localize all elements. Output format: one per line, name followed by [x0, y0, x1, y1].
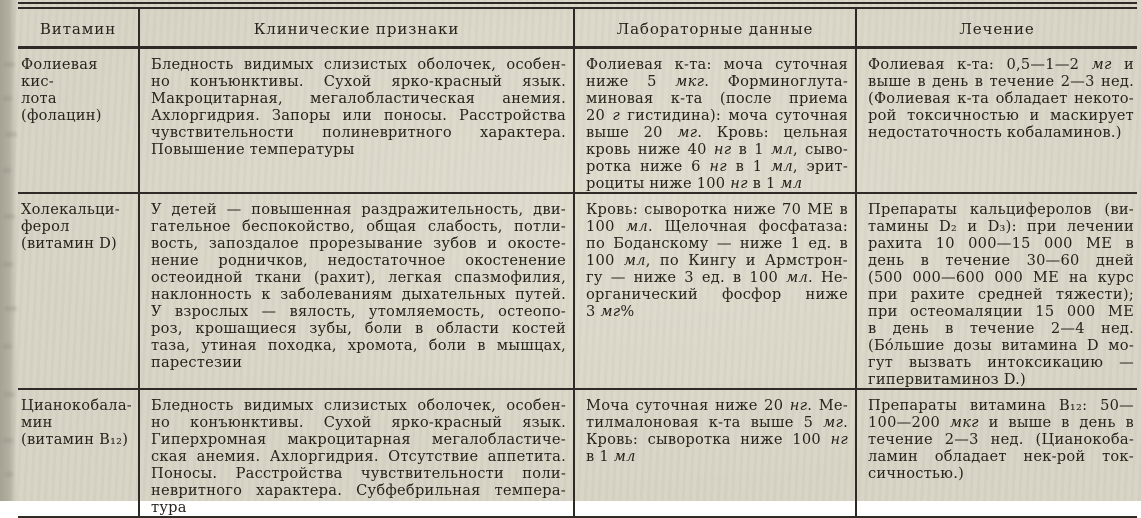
text-line: Поносы. Расстройства чувствительности поли-	[151, 465, 566, 482]
text-line: таза, утиная походка, хромота, боли в мышцах,	[151, 337, 566, 354]
table-header-row	[18, 9, 1137, 49]
text-line: роциты ниже 100 нг в 1 мл	[586, 175, 803, 192]
text-line: ниже 5 мкг. Форминоглута-	[586, 73, 849, 90]
text-line: нение родничков, недостаточное окостенение	[151, 252, 566, 269]
text-line: роз, крошащиеся зубы, боли в области костей	[151, 320, 566, 337]
text-line: остеоидной ткани (рахит), легкая спазмофилия,	[151, 269, 566, 286]
text-line: парестезии	[151, 354, 243, 371]
text-line: гипервитаминоз D.)	[868, 371, 1026, 388]
table-row	[18, 49, 1137, 192]
column-header-laboratory-data: Лабораторные данные	[575, 9, 857, 46]
text-line: невритного характера. Субфебрильная темпера-	[151, 482, 566, 499]
cell-vitamin	[18, 49, 140, 192]
column-header-treatment: Лечение	[959, 20, 1035, 38]
text-line: 100 мл, по Кингу и Армстрон-	[586, 252, 848, 269]
text-line: Кровь: сыворотка ниже 100 нг	[586, 431, 848, 448]
text-line: но конъюнктивы. Сухой ярко-красный язык.	[151, 414, 566, 431]
text-line: но конъюнктивы. Сухой ярко-красный язык.	[151, 73, 566, 90]
text-line: ротка ниже 6 нг в 1 мл, эрит-	[586, 158, 849, 175]
text-line: в день в течение 2—4 нед.	[868, 320, 1134, 337]
text-line: ламин обладает нек-рой ток-	[868, 448, 1134, 465]
text-line: в 1 мл	[586, 448, 636, 465]
text-line: гу — ниже 3 ед. в 100 мл. Не-	[586, 269, 848, 286]
text-line: рахита 10 000—15 000 МЕ в	[868, 235, 1134, 252]
text-line: Холекальци-	[21, 201, 120, 218]
text-line: Моча суточная ниже 20 нг. Ме-	[586, 397, 849, 414]
column-header-clinical-signs: Клинические признаки	[140, 9, 575, 46]
text-line: кровь ниже 40 нг в 1 мл, сыво-	[586, 141, 849, 158]
text-line: Кровь: сыворотка ниже 70 МЕ в	[586, 201, 848, 218]
text-line: выше 20 мг. Кровь: цельная	[586, 124, 849, 141]
text-line: (витамин D)	[21, 235, 117, 252]
text-line: чувствительности полиневритного характера.	[151, 124, 566, 141]
text-line: вость, запоздалое прорезывание зубов и окосте-	[151, 235, 566, 252]
text-line: мин	[21, 414, 53, 431]
text-line: Бледность видимых слизистых оболочек, особен-	[151, 56, 566, 73]
text-line: Фолиевая к-та: 0,5—1—2 мг и	[868, 56, 1134, 73]
cell-treatment	[857, 390, 1137, 516]
text-line: Фолиевая к-та: моча суточная	[586, 56, 848, 73]
text-line: день в течение 30—60 дней	[868, 252, 1134, 269]
text-line: лота (фолацин)	[21, 90, 102, 124]
text-line: наклонность к заболеваниям дыхательных путей.	[151, 286, 566, 303]
text-line: ская анемия. Ахлоргидрия. Отсутствие аппетита.	[151, 448, 566, 465]
text-line: гут вызвать интоксикацию —	[868, 354, 1134, 371]
text-line: Бледность видимых слизистых оболочек, особен-	[151, 397, 566, 414]
text-line: (Бо́льшие дозы витамина D мо-	[868, 337, 1134, 354]
table-body	[18, 49, 1137, 518]
text-line: при рахите средней тяжести);	[868, 286, 1134, 303]
text-line: выше в день в течение 2—3 нед.	[868, 73, 1134, 90]
text-line: У взрослых — вялость, утомляемость, остеопо-	[151, 303, 566, 320]
text-line: 20 г гистидина): моча суточная	[586, 107, 849, 124]
text-line: Цианокобала-	[21, 397, 132, 414]
text-line: Повышение температуры	[151, 141, 355, 158]
text-line: Гиперхромная макроцитарная мегалобластиче-	[151, 431, 566, 448]
text-line: 100—200 мкг и выше в день в	[868, 414, 1134, 431]
text-line: недостаточность кобаламинов.)	[868, 124, 1122, 141]
cell-treatment	[857, 194, 1137, 388]
cell-treatment	[857, 49, 1137, 192]
cell-lab	[575, 194, 857, 388]
text-line: при остеомаляции 15 000 МЕ	[868, 303, 1134, 320]
text-line: тилмалоновая к-та выше 5 мг.	[586, 414, 848, 431]
text-line: Фолиевая кис-	[21, 56, 98, 90]
text-line: Препараты кальциферолов (ви-	[868, 201, 1134, 218]
text-line: (витамин B₁₂)	[21, 431, 129, 448]
cell-clinical	[140, 390, 575, 516]
text-line: (Фолиевая к-та обладает некото-	[868, 90, 1134, 107]
text-line: ферол	[21, 218, 70, 235]
cell-clinical	[140, 194, 575, 388]
cell-clinical	[140, 49, 575, 192]
text-line: Ахлоргидрия. Запоры или поносы. Расстройства	[151, 107, 566, 124]
text-line: тура	[151, 499, 187, 516]
cell-lab	[575, 390, 857, 516]
text-line: Препараты витамина B₁₂: 50—	[868, 397, 1134, 414]
text-line: (500 000—600 000 МЕ на курс	[868, 269, 1134, 286]
text-line: органический фосфор ниже	[586, 286, 848, 303]
text-line: гательное беспокойство, общая слабость, потли-	[151, 218, 566, 235]
table-top-border	[18, 2, 1137, 9]
text-line: 3 мг%	[586, 303, 635, 320]
cell-vitamin	[18, 194, 140, 388]
text-line: тамины D₂ и D₃): при лечении	[868, 218, 1134, 235]
page-edge-bleedthrough	[0, 0, 17, 501]
column-header-vitamin: Витамин	[18, 9, 140, 46]
cell-lab	[575, 49, 857, 192]
text-line: течение 2—3 нед. (Цианокоба-	[868, 431, 1134, 448]
text-line: сичностью.)	[868, 465, 965, 482]
cell-vitamin	[18, 390, 140, 516]
text-line: У детей — повышенная раздражительность, дви-	[151, 201, 566, 218]
table-row	[18, 388, 1137, 516]
text-line: 100 мл. Щелочная фосфатаза:	[586, 218, 848, 235]
vitamins-table	[18, 2, 1137, 518]
text-line: рой токсичностью и маскирует	[868, 107, 1134, 124]
text-line: Макроцитарная, мегалобластическая анемия.	[151, 90, 566, 107]
text-line: миновая к-та (после приема	[586, 90, 848, 107]
table-row	[18, 192, 1137, 388]
text-line: по Боданскому — ниже 1 ед. в	[586, 235, 848, 252]
